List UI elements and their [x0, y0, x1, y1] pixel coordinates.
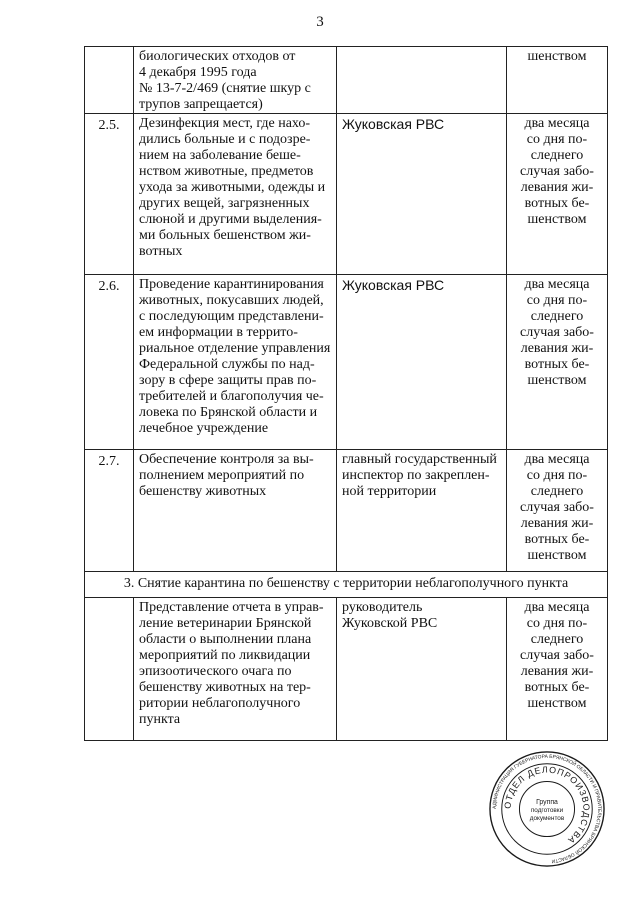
table-row	[85, 47, 608, 114]
stamp-dept-text: ОТДЕЛ ДЕЛОПРОИЗВОДСТВА	[502, 764, 592, 847]
deadline: два месяца со дня по- следнего случая забо- левания жи- вотных бе- шенством	[507, 450, 608, 572]
stamp-outer-text: АДМИНИСТРАЦИЯ ГУБЕРНАТОРА БРЯНСКОЙ ОБЛАСТИ И ПРАВИТЕЛЬСТВА БРЯНСКОЙ ОБЛАСТИ	[492, 754, 602, 863]
official-stamp	[488, 750, 606, 868]
responsible-party: главный государственный инспектор по закреплен- ной территории	[337, 450, 507, 572]
stamp-center-line: подготовки	[530, 806, 564, 814]
table-row	[85, 598, 608, 741]
table-row	[85, 114, 608, 275]
deadline: два месяца со дня по- следнего случая забо- левания жи- вотных бе- шенством	[507, 598, 608, 741]
table-row	[85, 275, 608, 450]
row-number: 2.6.	[85, 275, 134, 450]
section-heading-row	[85, 572, 608, 598]
responsible-party: Жуковская РВС	[337, 275, 507, 450]
row-number	[85, 598, 134, 741]
stamp-center-line: Группа	[536, 799, 558, 807]
row-number: 2.7.	[85, 450, 134, 572]
responsible-party: Жуковская РВС	[337, 114, 507, 275]
responsible-party	[337, 47, 507, 114]
measure-description: Представление отчета в управ- ление ветеринарии Брянской области о выполнении плана мероприятий по ликвидации эпизоотического очага по бешенству животных на тер- ритории неблагополучного пункта	[134, 598, 337, 741]
deadline: два месяца со дня по- следнего случая забо- левания жи- вотных бе- шенством	[507, 114, 608, 275]
measure-description: Проведение карантинирования животных, покусавших людей, с последующим представлени- ем информации в террито- риальное отделение управления Федеральной службы по над- зору в сфере защиты прав по- требителей и благополучия че- ловека по Брянской области и лечебное учреждение	[134, 275, 337, 450]
page-number: 3	[316, 14, 324, 30]
measure-description: биологических отходов от 4 декабря 1995 года № 13-7-2/469 (снятие шкур с трупов запрещается)	[134, 47, 337, 114]
table-row	[85, 450, 608, 572]
row-number	[85, 47, 134, 114]
measure-description: Обеспечение контроля за вы- полнением мероприятий по бешенству животных	[134, 450, 337, 572]
section-heading: 3. Снятие карантина по бешенству с территории неблагополучного пункта	[85, 572, 608, 598]
stamp-center-line: документов	[529, 814, 565, 822]
measures-table	[84, 46, 608, 741]
responsible-party: руководитель Жуковской РВС	[337, 598, 507, 741]
row-number: 2.5.	[85, 114, 134, 275]
measure-description: Дезинфекция мест, где нахо- дились больные и с подозре- нием на заболевание беше- нством животные, предметов ухода за животными, одежды и других вещей, загрязненных слюной и другими выделения- ми больных бешенством жи- вотных	[134, 114, 337, 275]
deadline: два месяца со дня по- следнего случая забо- левания жи- вотных бе- шенством	[507, 275, 608, 450]
deadline: шенством	[507, 47, 608, 114]
